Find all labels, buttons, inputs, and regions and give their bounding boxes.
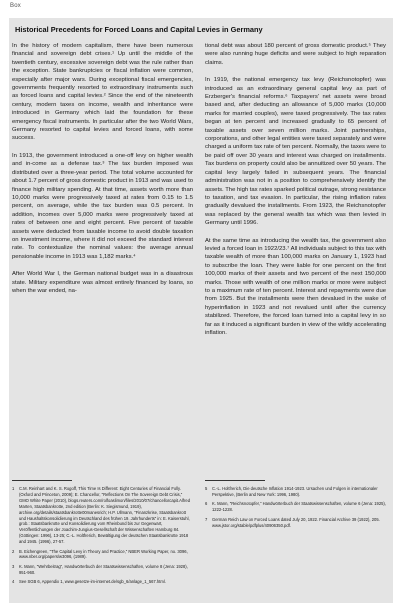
paragraph: After World War I, the German national budget was in a disastrous state. Military expenditure was almost entirely financed by loans, so when the war ended, na- — [12, 271, 193, 294]
footnote-text: See SGB 6, Appendix 1, www.gesetze-im-internet.de/sgb_6/anlage_1_567.html. — [19, 579, 166, 585]
paragraph: At the same time as introducing the wealth tax, the government also levied a forced loan in 1922/23.⁷ All individuals subject to this tax with taxable wealth of more than 100,000 marks on January 1, 1923 had to subscribe the loan. They were liable for one percent on the first 100,000 marks of their assets and two percent of the next 150,000 marks. Those with wealth of one million marks or more were subject to a maximum rate of ten percent. Interest and repayments were due from 1925. But the installments were then devalued in the wake of hyperinflation in 1923 and not revalued until after the currency stabilized. Therefore, the forced loan turned into a capital levy in so far as it induced a significant burden in view of the wildly accelerating inflation. — [205, 237, 386, 336]
footnote — [12, 549, 193, 561]
paragraph: In 1913, the government introduced a one-off levy on higher wealth and in-come as a defense tax.³ The tax burden imposed was distributed over a three-year period. The total volume accounted for about 1.7 percent of gross domestic product in 1913 and was used to finance high military spending. At that time, assets worth more than 10,000 marks were progressively taxed at rates from 0.15 to 1.5 percent, on average, while the tax burden was 0.5 percent. In addition, incomes over 5,000 marks were progressively taxed at rates of between one and eight percent. Five percent of taxable assets were deducted from taxable income to avoid double taxation on investment income, where it did not exceed the standard interest rate. To contextualize the nominal values: the average annual pensionable income in 1913 was 1,182 marks.⁴ — [12, 152, 193, 260]
footnote-divider — [12, 480, 72, 481]
paragraph: In 1919, the national emergency tax levy (Reichsnotopfer) was introduced as an extraordinary general capital levy as part of Erzberger's financial reforms.⁶ Taxpayers' net assets were broad based and, after deducting an allowance of 5,000 marks (10,000 marks for married couples), were taxed progressively. The tax rates began at ten percent and increased gradually to 65 percent of taxable assets over seven million marks. Joint partnerships, corporations, and other legal entities were taxed separately and were charged a uniform tax rate of ten percent. Normally, the taxes were to be paid off over 30 years and interest was charged on installments. Tax burdens on property could also be annuitized over 50 years. The capital levy largely failed in subsequent years. The financial administration was not in a position to comprehensively identify the assets. The high tax rates sparked political outrage, strong resistance to taxation, and tax evasion. In particular, the rising inflation rates gradually devalued the installments. From 1923, the Reichsnotopfer was replaced by the general wealth tax which was then levied in Germany until 1996. — [205, 77, 386, 227]
footnote-text: B. Eichengreen, "The Capital Levy in Theory and Practice," NBER Working Paper, no. 3096, www.nber.org/papers/w3096, (1989). — [19, 548, 188, 560]
footnote-number: 5 — [205, 486, 208, 491]
footnote-number: 1 — [12, 486, 15, 491]
footnote — [205, 517, 386, 529]
footnote-text: C.M. Reinhart and K. S. Rogoff, This Time Is Different: Eight Centuries of Financial Folly. (Oxford and Princeton, 2009); E. Chancellor, "Reflections On The Sovereign Debt Crisis," GMO White Paper (2010), blogs.reuters.com/rolfoaslimon/files/2010/07/chancellorcapit.Alfred Marten, Staatsbankrotte, 2nd edition (Berlin: K. Siegismund, 1919), archive.org/details/staatsbankrotte00manesrich; H.P. Ullmann, "Finanzkrise, Staatsbankrott und Haushaltskonsolidierung im Deutschland des frühen 19. Jahrhunderts" in: E. Kaiserstuhl, grob.: Staatsbankrotte und Konsolidierung vom Rheinbund bis zur Gegenwart, Veröffentlichungen der Joachim-Jungius-Gesellschaft der Wissenschaften Hamburg 84. (Göttingen: 1996), 13-25; C.-L. Holtfrerich, Bewältigung der deutschen Staatsbankrotte 1918 and 1945. (1996), 27-57. — [19, 486, 190, 545]
left-column — [12, 42, 193, 304]
footnote-number: 4 — [12, 579, 15, 585]
right-column — [205, 42, 386, 346]
footnote-number: 3 — [12, 563, 15, 569]
footnote-number: 6 — [205, 501, 208, 507]
box-label: Box — [10, 3, 21, 9]
footnote — [205, 501, 386, 513]
box-panel — [9, 18, 393, 603]
footnote — [12, 564, 193, 576]
footnotes-left — [12, 486, 193, 589]
footnote — [12, 486, 193, 545]
footnote-text: C.-L. Holtfrerich, Die deutsche Inflation 1914-1923. Ursachen und Folgen in internationaler Perspektive, (Berlin and New York: 1996, 1980). — [212, 486, 378, 497]
footnote-number: 7 — [205, 516, 208, 522]
footnotes-right — [205, 486, 386, 532]
footnote — [205, 486, 386, 498]
footnote — [12, 579, 193, 585]
paragraph: tional debt was about 180 percent of gross domestic product.⁵ They were also running huge deficits and were subject to high reparation claims. — [205, 43, 386, 66]
footnote-number: 2 — [12, 548, 15, 554]
footnote-text: K. Mann, "Reichsnotopfer," Handwörterbuch der Staatswissenschaften, volume 6 (Jena: 1925), 1222-1228. — [212, 501, 386, 513]
footnote-text: K. Mann, "Wehrbeitrag", Handwörterbuch der Staatswissenschaften, volume 8 (Jena: 1928), 951-960. — [19, 563, 188, 575]
footnote-text: German Reich Law on Forced Loans dated July 20, 1922. Financial Archive 39 (1922), 205. www.jstor.org/stable/pdfplus/40906350.pdf. — [212, 516, 380, 528]
paragraph: In the history of modern capitalism, there have been numerous financial and sovereign debt crises.¹ Up until the middle of the twentieth century, excessive sovereign debt was the rule rather than the exception. State bankruptcies or fiscal inflation were common, especially after major wars. During exceptional fiscal emergencies, governments frequently resorted to extraordinary instruments such as forced loans and capital levies.² Since the end of the nineteenth century, modern taxes on income, wealth and inheritance were introduced in Germany which laid the foundation for these emergency fiscal instruments. In particular after the two World Wars, Germany resorted to capital levies and forced loans, with some success. — [12, 43, 193, 142]
box-title: Historical Precedents for Forced Loans and Capital Levies in Germany — [15, 25, 263, 34]
footnote-divider — [205, 480, 265, 481]
